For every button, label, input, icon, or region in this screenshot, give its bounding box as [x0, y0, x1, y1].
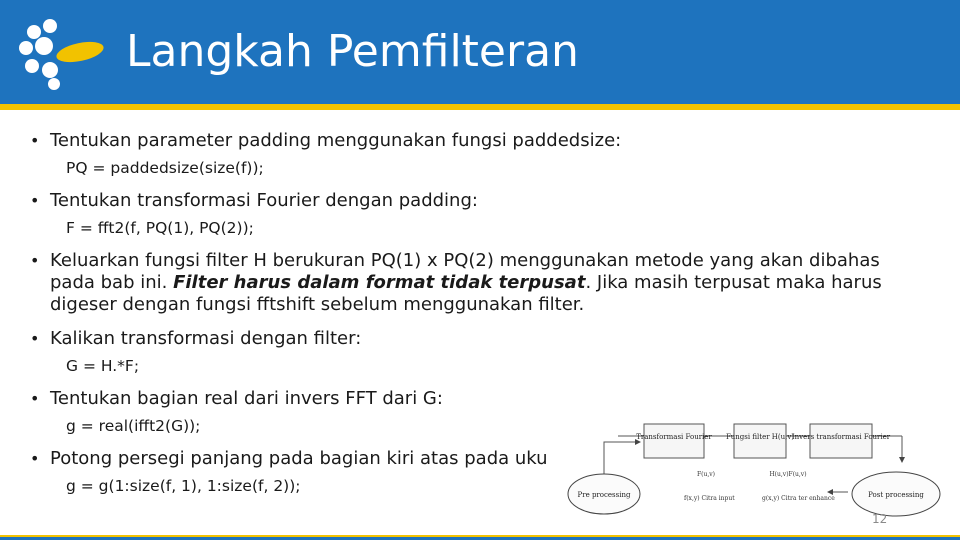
page-title: Langkah Pemfilteran	[126, 26, 579, 77]
diagram-box-fourier	[644, 424, 704, 458]
bullet-text: • Kalikan transformasi dengan filter:	[50, 328, 362, 349]
bullet-text: • Potong persegi panjang pada bagian kiri atas pada uku	[50, 448, 548, 469]
code-line: F = fft2(f, PQ(1), PQ(2));	[66, 219, 254, 237]
bullet-text: • Tentukan transformasi Fourier dengan padding:	[50, 190, 478, 211]
bullet-item	[28, 388, 928, 410]
code-line: G = H.*F;	[66, 357, 140, 375]
diagram-label: g(x,y) Citra ter enhance	[762, 495, 835, 502]
bullet-item	[28, 130, 928, 152]
code-line: PQ = paddedsize(size(f));	[66, 159, 264, 177]
university-logo-icon	[14, 18, 106, 90]
bullet-item	[28, 190, 928, 212]
bullet-item	[28, 328, 928, 350]
slide-header	[0, 0, 960, 110]
bullet-text: • Tentukan parameter padding menggunakan fungsi paddedsize:	[50, 130, 622, 151]
bullet-text: Keluarkan fungsi filter H berukuran PQ(1) x PQ(2) menggunakan metode yang akan dibahas pada bab ini.	[50, 250, 880, 293]
diagram-label: H(u,v)F(u,v)	[769, 471, 807, 478]
bullet-text: • Tentukan bagian real dari invers FFT dari G:	[50, 388, 443, 409]
header-accent-stripe	[0, 104, 960, 110]
diagram-box-inverse	[810, 424, 872, 458]
diagram-label: F(u,v)	[696, 471, 716, 478]
diagram-box-label: Fungsi filter H(u,v)	[725, 433, 795, 441]
diagram-ellipse-label: Pre processing	[577, 491, 631, 499]
diagram-box-filter	[734, 424, 786, 458]
diagram-label: f(x,y) Citra input	[684, 495, 735, 502]
emphasis-text: Filter harus dalam format tidak terpusat	[173, 272, 586, 293]
bullet-text: . Jika masih terpusat maka harus digeser dengan fungsi fftshift sebelum menggunakan filter.	[50, 272, 882, 315]
page-number: 12	[872, 512, 888, 526]
code-line: g = real(ifft2(G));	[66, 417, 201, 435]
code-line: g = g(1:size(f, 1), 1:size(f, 2));	[66, 477, 301, 495]
filtering-flow-diagram	[566, 418, 946, 522]
diagram-box-label: Invers transformasi Fourier	[791, 433, 891, 441]
diagram-box-label: Transformasi Fourier	[636, 433, 712, 441]
footer-bar	[0, 535, 960, 540]
bullet-item	[28, 250, 928, 316]
diagram-ellipse-label: Post processing	[868, 491, 924, 499]
